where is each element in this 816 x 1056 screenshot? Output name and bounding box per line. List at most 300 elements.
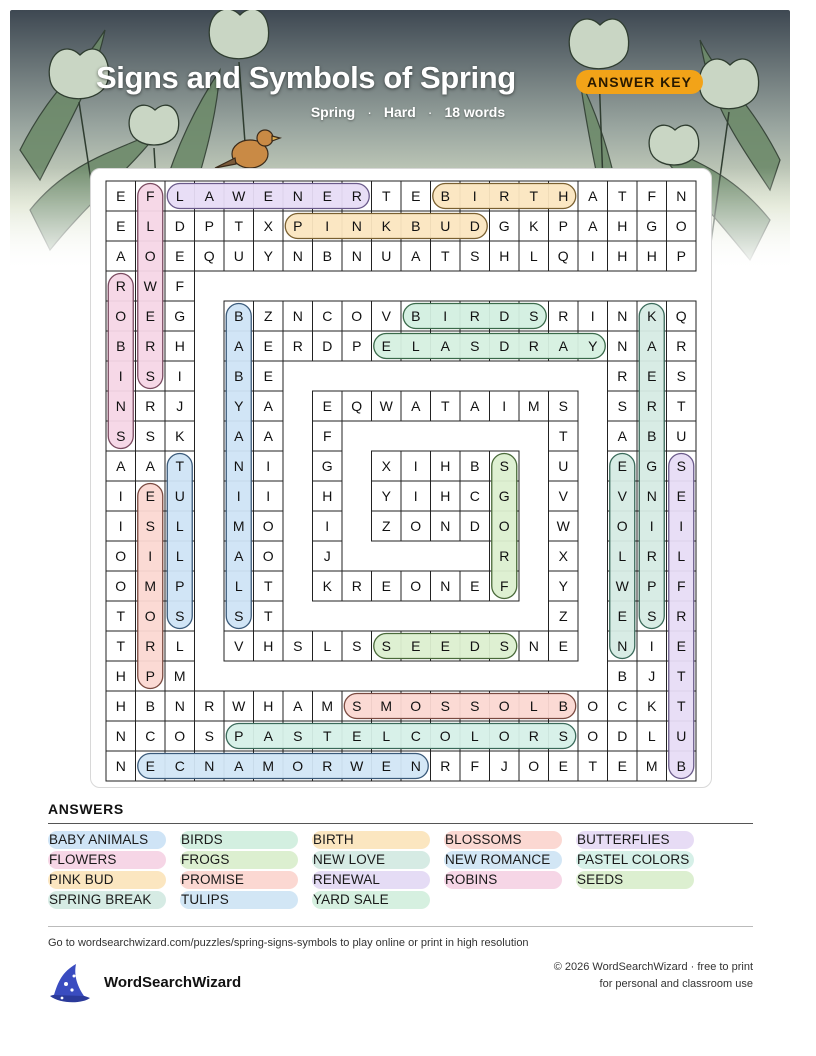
grid-letter: S <box>145 518 155 534</box>
word-highlight <box>374 334 606 359</box>
grid-letter: O <box>498 728 510 744</box>
grid-letter: E <box>145 758 155 774</box>
grid-letter: H <box>263 698 274 714</box>
grid-letter: D <box>469 518 480 534</box>
grid-letter: T <box>322 728 332 744</box>
grid-letter: M <box>232 518 245 534</box>
grid-letter: H <box>263 638 274 654</box>
grid-letter: O <box>174 728 186 744</box>
grid-letter: S <box>175 608 185 624</box>
meta-difficulty: Hard <box>383 104 416 120</box>
grid-letter: S <box>145 368 155 384</box>
grid-letter: O <box>292 758 304 774</box>
grid-letter: C <box>174 758 185 774</box>
grid-letter: L <box>146 218 155 234</box>
grid-letter: I <box>118 488 123 504</box>
grid-letter: O <box>115 548 127 564</box>
grid-letter: I <box>118 368 123 384</box>
grid-letter: R <box>499 188 510 204</box>
grid-letter: W <box>143 278 157 294</box>
grid-letter: O <box>675 218 687 234</box>
grid-letter: E <box>381 338 391 354</box>
grid-letter: Y <box>588 338 598 354</box>
grid-letter: Z <box>263 308 273 324</box>
grid-letter: I <box>679 518 684 534</box>
grid-letter: G <box>498 488 510 504</box>
grid-letter: L <box>677 548 686 564</box>
grid-letter: H <box>115 698 126 714</box>
grid-letter: P <box>204 218 214 234</box>
grid-letter: O <box>115 578 127 594</box>
grid-letter: N <box>115 758 126 774</box>
grid-letter: N <box>292 188 303 204</box>
footer-link[interactable]: Go to wordsearchwizard.com/puzzles/spring-signs-symbols to play online or print in high resolution <box>48 937 529 949</box>
grid-letter: R <box>204 698 215 714</box>
grid-letter: S <box>529 308 539 324</box>
grid-letter: I <box>325 518 330 534</box>
grid-letter: A <box>411 398 421 414</box>
grid-letter: E <box>617 608 627 624</box>
grid-letter: W <box>556 518 570 534</box>
grid-letter: A <box>116 248 126 264</box>
grid-letter: V <box>381 308 391 324</box>
grid-letter: N <box>528 638 539 654</box>
grid-letter: I <box>177 368 182 384</box>
grid-letter: T <box>381 188 391 204</box>
answer-item: PROMISE <box>180 871 298 889</box>
grid-letter: N <box>292 308 303 324</box>
answer-item: NEW LOVE <box>312 851 430 869</box>
grid-letter: R <box>676 608 687 624</box>
grid-letter: U <box>174 488 185 504</box>
grid-letter: S <box>676 458 686 474</box>
grid-letter: J <box>648 668 656 684</box>
grid-letter: Q <box>351 398 363 414</box>
grid-letter: T <box>440 248 450 264</box>
grid-letter: P <box>352 338 362 354</box>
grid-letter: Q <box>203 248 215 264</box>
grid-letter: S <box>381 638 391 654</box>
grid-letter: E <box>558 638 568 654</box>
grid-letter: A <box>588 188 598 204</box>
grid-letter: S <box>470 248 480 264</box>
grid-letter: T <box>175 458 185 474</box>
grid-letter: H <box>115 668 126 684</box>
grid-letter: H <box>174 338 185 354</box>
grid-letter: F <box>145 188 155 204</box>
grid-letter: J <box>323 548 331 564</box>
grid-letter: O <box>351 308 363 324</box>
grid-letter: L <box>647 728 656 744</box>
grid-letter: J <box>500 758 508 774</box>
grid-letter: I <box>325 218 330 234</box>
answer-key-badge: ANSWER KEY <box>576 70 703 94</box>
grid-letter: G <box>321 458 333 474</box>
puzzle-meta <box>0 104 816 120</box>
grid-letter: R <box>646 398 657 414</box>
grid-letter: I <box>413 488 418 504</box>
grid-letter: E <box>676 638 686 654</box>
grid-letter: B <box>234 368 244 384</box>
grid-letter: B <box>411 218 421 234</box>
grid-letter: A <box>263 428 273 444</box>
answer-item: BUTTERFLIES <box>576 831 694 849</box>
word-search-grid <box>91 169 713 789</box>
grid-letter: I <box>443 308 448 324</box>
grid-letter: E <box>470 578 480 594</box>
grid-letter: G <box>174 308 186 324</box>
grid-letter: N <box>617 338 628 354</box>
grid-letter: L <box>470 728 479 744</box>
grid-letter: D <box>469 218 480 234</box>
grid-letter: Q <box>675 308 687 324</box>
grid-letter: O <box>587 698 599 714</box>
answer-item: NEW ROMANCE <box>444 851 562 869</box>
word-highlight <box>226 724 576 749</box>
grid-letter: Y <box>234 398 244 414</box>
answers-heading: ANSWERS <box>48 801 124 817</box>
grid-letter: C <box>410 728 421 744</box>
grid-letter: T <box>263 608 273 624</box>
answer-item: FROGS <box>180 851 298 869</box>
grid-letter: G <box>498 218 510 234</box>
grid-letter: K <box>647 698 657 714</box>
grid-letter: P <box>676 248 686 264</box>
grid-letter: D <box>617 728 628 744</box>
grid-letter: R <box>351 188 362 204</box>
copyright: © 2026 WordSearchWizard · free to print for personal and classroom use <box>553 961 753 990</box>
grid-letter: L <box>529 698 538 714</box>
grid-letter: Y <box>381 488 391 504</box>
grid-letter: D <box>322 338 333 354</box>
grid-letter: T <box>234 218 244 234</box>
grid-letter: A <box>204 188 214 204</box>
grid-letter: D <box>174 218 185 234</box>
grid-letter: T <box>116 608 126 624</box>
grid-letter: N <box>617 308 628 324</box>
grid-letter: U <box>558 458 569 474</box>
grid-letter: E <box>263 188 273 204</box>
grid-letter: W <box>232 698 246 714</box>
grid-letter: E <box>145 308 155 324</box>
grid-letter: N <box>204 758 215 774</box>
grid-letter: O <box>115 308 127 324</box>
answer-item: BABY ANIMALS <box>48 831 166 849</box>
grid-letter: R <box>322 758 333 774</box>
grid-letter: Y <box>263 248 273 264</box>
grid-letter: A <box>588 218 598 234</box>
grid-letter: H <box>440 458 451 474</box>
grid-letter: B <box>617 668 627 684</box>
grid-letter: I <box>649 518 654 534</box>
grid-letter: R <box>469 308 480 324</box>
grid-letter: E <box>263 338 273 354</box>
grid-letter: A <box>293 698 303 714</box>
grid-letter: A <box>411 248 421 264</box>
grid-letter: T <box>588 758 598 774</box>
grid-letter: E <box>116 218 126 234</box>
grid-letter: U <box>440 218 451 234</box>
grid-letter: P <box>647 578 657 594</box>
grid-letter: S <box>145 428 155 444</box>
word-highlight <box>167 454 192 629</box>
grid-letter: V <box>617 488 627 504</box>
grid-letter: N <box>174 698 185 714</box>
grid-letter: O <box>587 728 599 744</box>
grid-letter: X <box>558 548 568 564</box>
grid-letter: S <box>293 728 303 744</box>
grid-letter: E <box>175 248 185 264</box>
grid-letter: B <box>470 458 480 474</box>
grid-letter: M <box>527 398 540 414</box>
grid-letter: I <box>590 248 595 264</box>
answer-item: SPRING BREAK <box>48 891 166 909</box>
grid-letter: N <box>292 248 303 264</box>
grid-letter: E <box>145 488 155 504</box>
grid-letter: A <box>145 458 155 474</box>
grid-letter: L <box>175 548 184 564</box>
grid-letter: S <box>499 638 509 654</box>
grid-letter: E <box>381 758 391 774</box>
grid-letter: K <box>322 578 332 594</box>
grid-letter: O <box>410 578 422 594</box>
grid-letter: R <box>145 398 156 414</box>
grid-letter: T <box>558 428 568 444</box>
grid-letter: I <box>472 188 477 204</box>
grid-letter: T <box>440 398 450 414</box>
wizard-hat-icon <box>46 962 94 1006</box>
answer-item: TULIPS <box>180 891 298 909</box>
grid-letter: E <box>411 188 421 204</box>
answer-item: BLOSSOMS <box>444 831 562 849</box>
grid-letter: M <box>380 698 393 714</box>
grid-letter: B <box>145 698 155 714</box>
grid-letter: U <box>676 428 687 444</box>
answer-item: PASTEL COLORS <box>576 851 694 869</box>
grid-letter: J <box>176 398 184 414</box>
grid-letter: K <box>529 218 539 234</box>
puzzle-card <box>90 168 712 788</box>
answer-item: RENEWAL <box>312 871 430 889</box>
grid-letter: E <box>411 638 421 654</box>
separator: · <box>427 104 433 120</box>
grid-letter: P <box>175 578 185 594</box>
grid-letter: S <box>293 638 303 654</box>
grid-letter: A <box>440 338 450 354</box>
grid-letter: A <box>234 338 244 354</box>
grid-letter: V <box>558 488 568 504</box>
grid-letter: E <box>647 368 657 384</box>
grid-letter: T <box>676 668 686 684</box>
grid-letter: M <box>262 758 275 774</box>
grid-letter: Z <box>381 518 391 534</box>
grid-letter: I <box>502 398 507 414</box>
grid-letter: N <box>115 728 126 744</box>
grid-letter: Z <box>558 608 568 624</box>
grid-letter: P <box>145 668 155 684</box>
grid-letter: E <box>322 188 332 204</box>
grid-letter: W <box>350 758 364 774</box>
grid-letter: E <box>676 488 686 504</box>
grid-letter: A <box>470 398 480 414</box>
grid-letter: E <box>352 728 362 744</box>
grid-letter: M <box>144 578 157 594</box>
grid-letter: P <box>234 728 244 744</box>
grid-letter: N <box>351 248 362 264</box>
grid-letter: I <box>236 488 241 504</box>
grid-letter: C <box>145 728 156 744</box>
grid-letter: I <box>266 458 271 474</box>
grid-letter: V <box>234 638 244 654</box>
grid-letter: R <box>440 758 451 774</box>
answer-item: YARD SALE <box>312 891 430 909</box>
grid-letter: B <box>322 248 332 264</box>
grid-letter: D <box>499 308 510 324</box>
grid-letter: A <box>617 428 627 444</box>
divider <box>48 823 753 824</box>
answer-item: PINK BUD <box>48 871 166 889</box>
answer-item: BIRTH <box>312 831 430 849</box>
grid-letter: L <box>323 638 332 654</box>
grid-letter: F <box>676 578 686 594</box>
grid-letter: S <box>440 698 450 714</box>
grid-letter: A <box>234 758 244 774</box>
grid-letter: A <box>263 398 273 414</box>
meta-word-count: 18 words <box>444 104 506 120</box>
grid-letter: Q <box>557 248 569 264</box>
grid-letter: Y <box>558 578 568 594</box>
grid-letter: L <box>411 338 420 354</box>
grid-letter: F <box>470 758 480 774</box>
grid-letter: A <box>263 728 273 744</box>
grid-letter: F <box>175 278 185 294</box>
grid-letter: D <box>499 338 510 354</box>
grid-letter: S <box>676 368 686 384</box>
grid-letter: H <box>499 248 510 264</box>
grid-letter: N <box>440 518 451 534</box>
grid-letter: F <box>499 578 509 594</box>
grid-letter: R <box>528 728 539 744</box>
grid-letter: R <box>145 638 156 654</box>
grid-letter: E <box>558 758 568 774</box>
grid-letter: B <box>440 188 450 204</box>
grid-letter: G <box>646 218 658 234</box>
grid-letter: R <box>558 308 569 324</box>
grid-letter: N <box>233 458 244 474</box>
grid-letter: N <box>410 758 421 774</box>
grid-letter: R <box>145 338 156 354</box>
separator: · <box>367 104 372 120</box>
grid-letter: I <box>118 518 123 534</box>
grid-letter: A <box>234 548 244 564</box>
grid-letter: S <box>352 698 362 714</box>
grid-letter: N <box>115 398 126 414</box>
grid-letter: C <box>617 698 628 714</box>
answer-item: SEEDS <box>576 871 694 889</box>
grid-letter: L <box>175 518 184 534</box>
grid-letter: T <box>617 188 627 204</box>
grid-letter: K <box>381 218 391 234</box>
grid-letter: H <box>617 218 628 234</box>
grid-letter: S <box>647 608 657 624</box>
grid-letter: E <box>381 578 391 594</box>
grid-letter: P <box>558 218 568 234</box>
page-title: Signs and Symbols of Spring <box>96 60 516 95</box>
grid-letter: O <box>439 728 451 744</box>
grid-letter: O <box>410 518 422 534</box>
grid-letter: B <box>647 428 657 444</box>
grid-letter: M <box>645 758 658 774</box>
grid-letter: L <box>175 638 184 654</box>
grid-letter: O <box>498 518 510 534</box>
grid-letter: S <box>470 338 480 354</box>
grid-letter: R <box>617 368 628 384</box>
grid-letter: I <box>590 308 595 324</box>
grid-letter: S <box>470 698 480 714</box>
grid-letter: F <box>647 188 657 204</box>
grid-letter: M <box>321 698 334 714</box>
grid-letter: T <box>676 398 686 414</box>
grid-letter: S <box>204 728 214 744</box>
brand-name[interactable]: WordSearchWizard <box>104 974 242 991</box>
grid-letter: N <box>351 218 362 234</box>
grid-letter: S <box>499 458 509 474</box>
grid-letter: L <box>234 578 243 594</box>
grid-letter: T <box>529 188 539 204</box>
grid-letter: L <box>382 728 391 744</box>
grid-letter: U <box>381 248 392 264</box>
grid-letter: O <box>144 248 156 264</box>
grid-letter: N <box>440 578 451 594</box>
grid-letter: H <box>646 248 657 264</box>
grid-letter: M <box>173 668 186 684</box>
grid-letter: I <box>413 458 418 474</box>
grid-letter: O <box>262 548 274 564</box>
grid-letter: B <box>676 758 686 774</box>
grid-letter: E <box>440 638 450 654</box>
grid-letter: R <box>528 338 539 354</box>
meta-theme: Spring <box>310 104 356 120</box>
grid-letter: B <box>411 308 421 324</box>
grid-letter: A <box>558 338 568 354</box>
grid-letter: T <box>116 638 126 654</box>
grid-letter: P <box>293 218 303 234</box>
grid-letter: O <box>616 518 628 534</box>
grid-letter: K <box>647 308 657 324</box>
grid-letter: R <box>115 278 126 294</box>
grid-letter: S <box>558 398 568 414</box>
grid-letter: C <box>469 488 480 504</box>
grid-letter: U <box>233 248 244 264</box>
grid-letter: W <box>379 398 393 414</box>
grid-letter: S <box>116 428 126 444</box>
grid-letter: E <box>263 368 273 384</box>
grid-letter: X <box>263 218 273 234</box>
word-highlight <box>108 274 133 449</box>
grid-letter: I <box>148 548 153 564</box>
grid-letter: H <box>558 188 569 204</box>
grid-letter: O <box>144 608 156 624</box>
answer-item: ROBINS <box>444 871 562 889</box>
grid-letter: H <box>322 488 333 504</box>
grid-letter: K <box>175 428 185 444</box>
grid-letter: B <box>116 338 126 354</box>
grid-letter: L <box>618 548 627 564</box>
grid-letter: R <box>676 338 687 354</box>
answer-item: FLOWERS <box>48 851 166 869</box>
grid-letter: A <box>647 338 657 354</box>
grid-letter: A <box>116 458 126 474</box>
